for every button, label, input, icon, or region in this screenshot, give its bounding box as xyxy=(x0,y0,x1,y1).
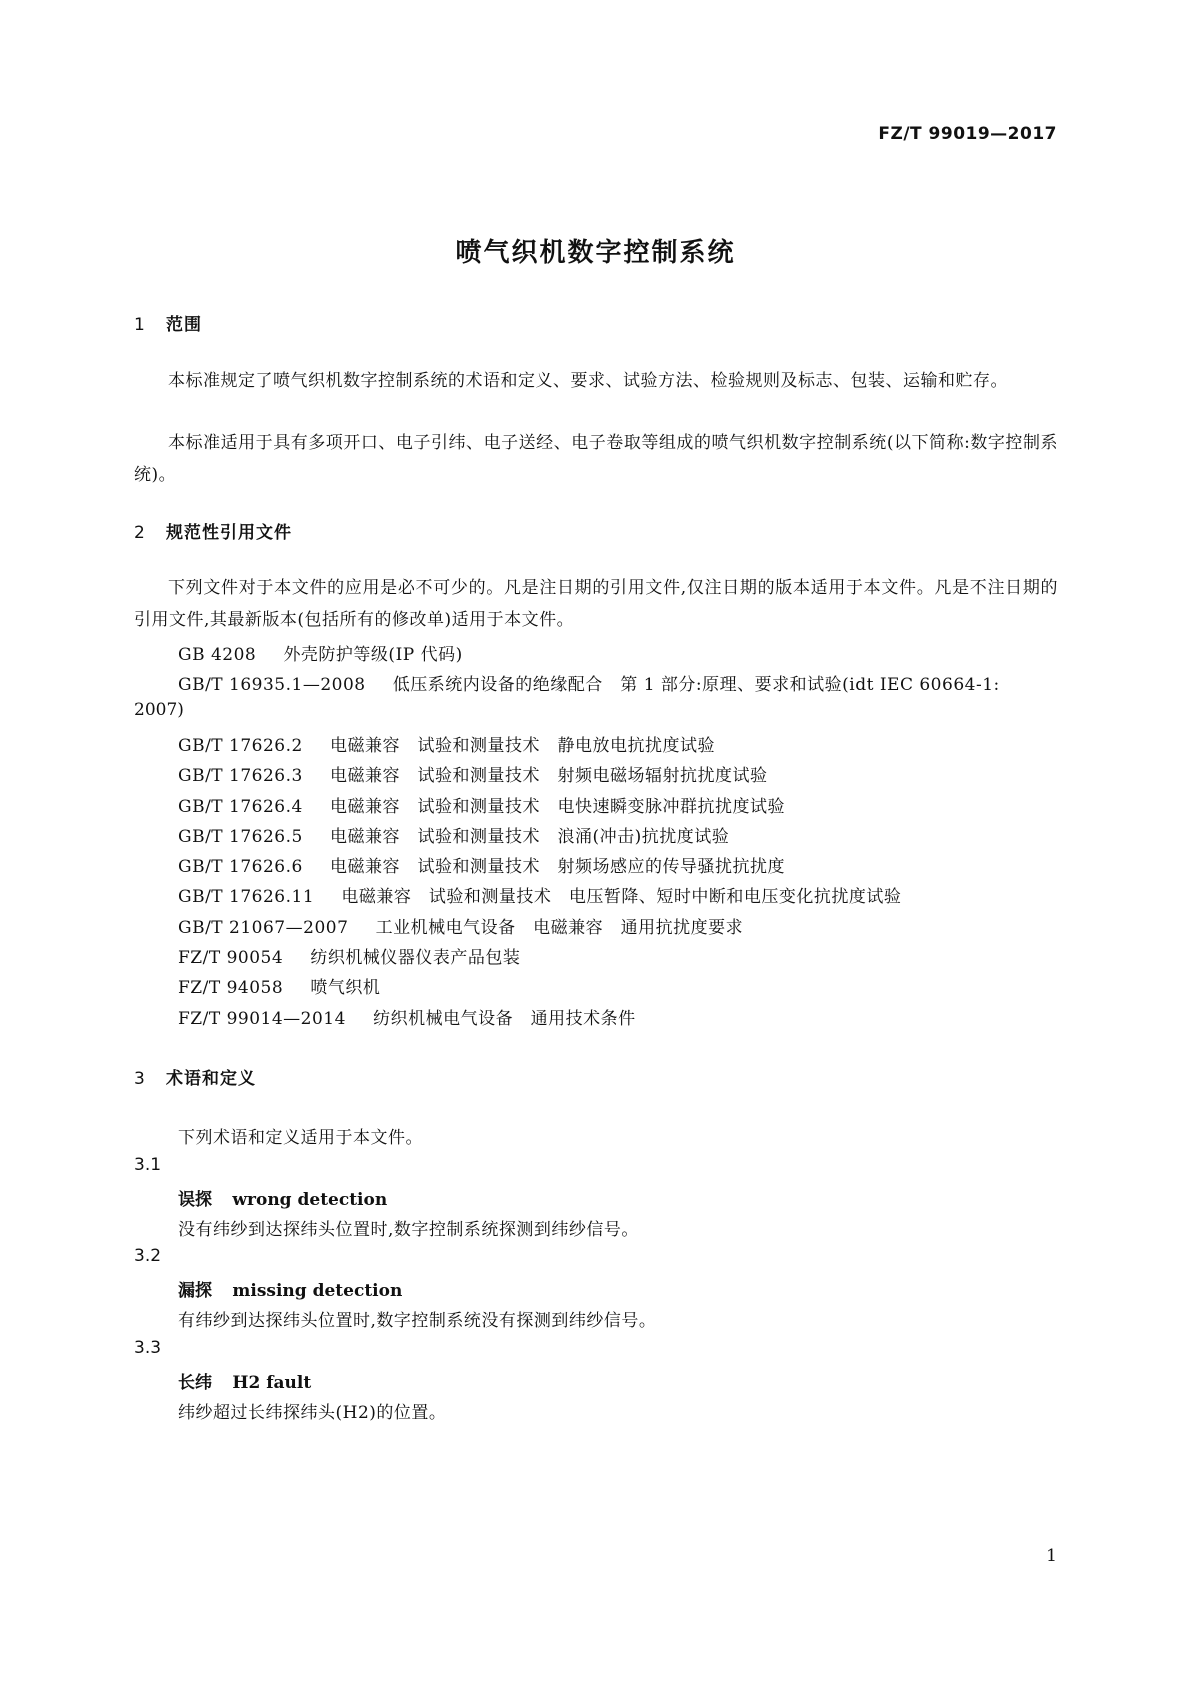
reference-item xyxy=(178,1004,636,1029)
reference-item xyxy=(178,731,715,756)
reference-item xyxy=(178,640,463,665)
reference-code: GB/T 16935.1—2008 xyxy=(178,675,366,695)
reference-title: 电磁兼容 试验和测量技术 电快速瞬变脉冲群抗扰度试验 xyxy=(330,797,786,817)
reference-title: 外壳防护等级(IP 代码) xyxy=(283,645,463,665)
reference-title: 电磁兼容 试验和测量技术 电压暂降、短时中断和电压变化抗扰度试验 xyxy=(341,887,902,907)
reference-item xyxy=(178,761,768,786)
section-number: 1 xyxy=(134,315,146,335)
reference-continuation: 2007) xyxy=(134,700,184,720)
reference-code: FZ/T 90054 xyxy=(178,948,284,968)
reference-code: FZ/T 94058 xyxy=(178,978,284,998)
term-name xyxy=(178,1368,311,1393)
reference-code: GB/T 21067—2007 xyxy=(178,918,349,938)
term-name-en: wrong detection xyxy=(232,1190,388,1210)
reference-code: GB/T 17626.6 xyxy=(178,857,303,877)
page-number: 1 xyxy=(1046,1546,1057,1566)
section-heading-terms xyxy=(134,1064,256,1089)
term-name-cn: 漏探 xyxy=(178,1281,212,1301)
term-name-cn: 误探 xyxy=(178,1190,212,1210)
reference-code: GB/T 17626.5 xyxy=(178,827,303,847)
reference-item xyxy=(178,973,380,998)
reference-code: GB/T 17626.11 xyxy=(178,887,315,907)
section-title: 规范性引用文件 xyxy=(166,523,292,543)
reference-code: FZ/T 99014—2014 xyxy=(178,1009,346,1029)
term-name-en: H2 fault xyxy=(232,1373,312,1393)
reference-title: 喷气织机 xyxy=(310,978,381,998)
reference-item xyxy=(178,670,1000,695)
term-number: 3.3 xyxy=(134,1338,162,1358)
reference-code: GB/T 17626.3 xyxy=(178,766,303,786)
term-name xyxy=(178,1185,387,1210)
reference-code: GB/T 17626.2 xyxy=(178,736,303,756)
section-number: 2 xyxy=(134,523,146,543)
document-title: 喷气织机数字控制系统 xyxy=(455,238,736,268)
terms-intro: 下列术语和定义适用于本文件。 xyxy=(178,1128,423,1148)
term-definition: 没有纬纱到达探纬头位置时,数字控制系统探测到纬纱信号。 xyxy=(178,1220,639,1240)
reference-item xyxy=(178,913,743,938)
term-name-cn: 长纬 xyxy=(178,1373,212,1393)
section-title: 范围 xyxy=(166,315,202,335)
reference-item xyxy=(178,882,901,907)
reference-title: 电磁兼容 试验和测量技术 射频电磁场辐射抗扰度试验 xyxy=(330,766,768,786)
section-heading-scope xyxy=(134,310,202,335)
term-name xyxy=(178,1276,402,1301)
reference-title: 低压系统内设备的绝缘配合 第 1 部分:原理、要求和试验(idt IEC 60664-1: xyxy=(392,675,1000,695)
section-title: 术语和定义 xyxy=(166,1069,256,1089)
reference-item xyxy=(178,852,785,877)
reference-item xyxy=(178,943,520,968)
scope-paragraph-1: 本标准规定了喷气织机数字控制系统的术语和定义、要求、试验方法、检验规则及标志、包装、运输和贮存。 xyxy=(168,371,1008,391)
section-number: 3 xyxy=(134,1069,146,1089)
reference-title: 工业机械电气设备 电磁兼容 通用抗扰度要求 xyxy=(375,918,744,938)
term-number: 3.2 xyxy=(134,1246,162,1266)
reference-title: 电磁兼容 试验和测量技术 浪涌(冲击)抗扰度试验 xyxy=(330,827,730,847)
reference-item xyxy=(178,792,785,817)
reference-code: GB/T 17626.4 xyxy=(178,797,303,817)
reference-code: GB 4208 xyxy=(178,645,257,665)
section-heading-references xyxy=(134,518,292,543)
references-intro: 下列文件对于本文件的应用是必不可少的。凡是注日期的引用文件,仅注日期的版本适用于本文件。凡是不注日期的引用文件,其最新版本(包括所有的修改单)适用于本文件。 xyxy=(134,578,1058,630)
reference-title: 电磁兼容 试验和测量技术 射频场感应的传导骚扰抗扰度 xyxy=(330,857,786,877)
reference-title: 纺织机械仪器仪表产品包装 xyxy=(310,948,521,968)
reference-item xyxy=(178,822,729,847)
standard-code: FZ/T 99019—2017 xyxy=(878,124,1057,144)
reference-title: 纺织机械电气设备 通用技术条件 xyxy=(373,1009,636,1029)
reference-title: 电磁兼容 试验和测量技术 静电放电抗扰度试验 xyxy=(330,736,716,756)
term-number: 3.1 xyxy=(134,1155,162,1175)
term-definition: 有纬纱到达探纬头位置时,数字控制系统没有探测到纬纱信号。 xyxy=(178,1311,657,1331)
term-name-en: missing detection xyxy=(232,1281,403,1301)
scope-paragraph-2: 本标准适用于具有多项开口、电子引纬、电子送经、电子卷取等组成的喷气织机数字控制系统(以下简称:数字控制系统)。 xyxy=(134,433,1058,485)
term-definition: 纬纱超过长纬探纬头(H2)的位置。 xyxy=(178,1403,447,1423)
